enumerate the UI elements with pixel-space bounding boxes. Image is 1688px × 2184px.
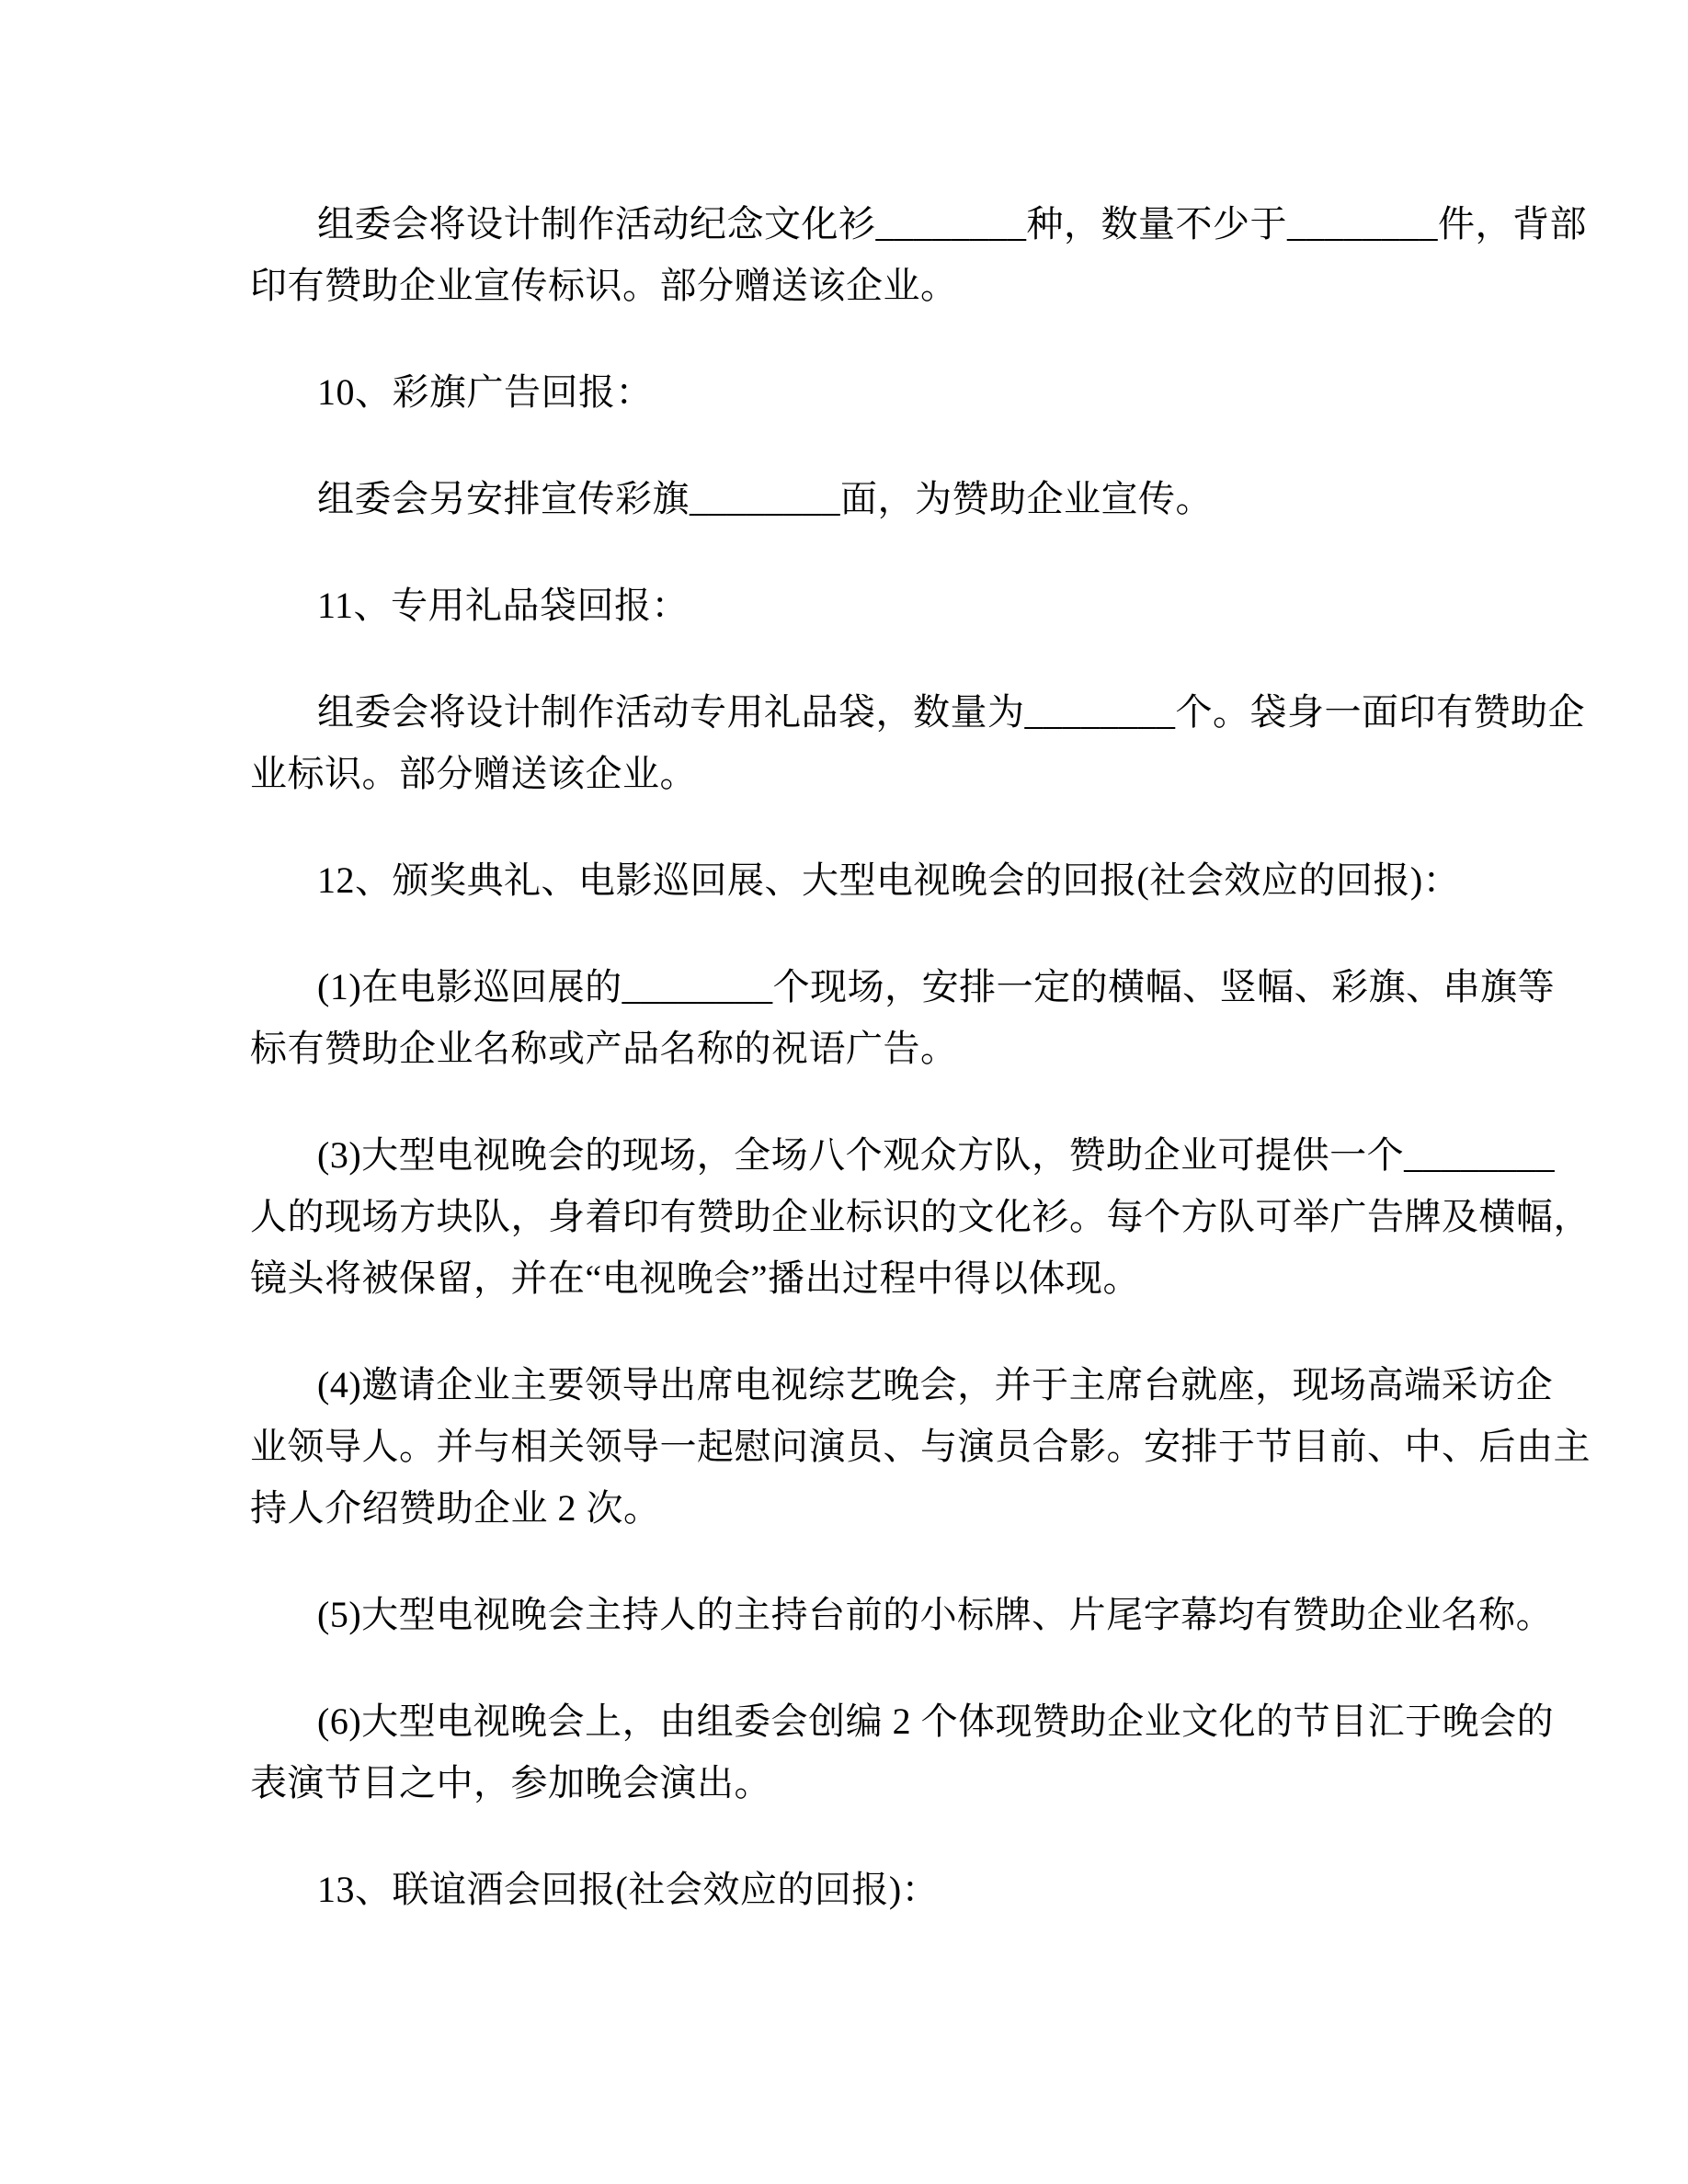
text-line: 印有赞助企业宣传标识。部分赠送该企业。 bbox=[250, 265, 958, 306]
paragraph-host-desk-plaque-credits bbox=[250, 1584, 1554, 1645]
text-line: (5)大型电视晚会主持人的主持台前的小标牌、片尾字幕均有赞助企业名称。 bbox=[317, 1594, 1554, 1635]
text-line: 镜头将被保留，并在“电视晚会”播出过程中得以体现。 bbox=[250, 1257, 1141, 1299]
text-line: (1)在电影巡回展的________个现场，安排一定的横幅、竖幅、彩旗、串旗等 bbox=[317, 966, 1556, 1007]
heading-item-11-gift-bag bbox=[250, 574, 1473, 636]
text-line: 组委会另安排宣传彩旗________面，为赞助企业宣传。 bbox=[317, 478, 1213, 519]
heading-line: 13、联谊酒会回报(社会效应的回报)： bbox=[317, 1869, 940, 1910]
paragraph-flag-banner-count bbox=[250, 468, 1473, 529]
heading-item-12-ceremony-returns bbox=[250, 849, 1473, 911]
heading-line: 11、专用礼品袋回报： bbox=[317, 585, 690, 626]
heading-line: 12、颁奖典礼、电影巡回展、大型电视晚会的回报(社会效应的回报)： bbox=[317, 859, 1461, 901]
text-line: 组委会将设计制作活动纪念文化衫________种，数量不少于________件，背部 bbox=[317, 203, 1587, 245]
text-line: 标有赞助企业名称或产品名称的祝语广告。 bbox=[250, 1028, 958, 1069]
heading-item-10-flag-ads bbox=[250, 361, 1473, 423]
text-line: (6)大型电视晚会上，由组委会创编 2 个体现赞助企业文化的节目汇于晚会的 bbox=[317, 1701, 1555, 1742]
paragraph-film-tour-sites bbox=[250, 956, 1556, 1079]
text-line: 表演节目之中，参加晚会演出。 bbox=[250, 1762, 771, 1803]
document-content bbox=[250, 193, 1591, 1920]
text-line: 业标识。部分赠送该企业。 bbox=[250, 753, 697, 794]
paragraph-tv-gala-audience-block bbox=[250, 1124, 1591, 1309]
paragraph-gift-bag-detail bbox=[250, 681, 1585, 804]
text-line: (4)邀请企业主要领导出席电视综艺晚会，并于主席台就座，现场高端采访企 bbox=[317, 1364, 1554, 1405]
text-line: 组委会将设计制作活动专用礼品袋，数量为________个。袋身一面印有赞助企 bbox=[317, 691, 1585, 733]
text-line: 人的现场方块队，身着印有赞助企业标识的文化衫。每个方队可举广告牌及横幅， bbox=[250, 1196, 1591, 1237]
paragraph-gala-custom-programs bbox=[250, 1690, 1555, 1814]
text-line: (3)大型电视晚会的现场，全场八个观众方队，赞助企业可提供一个________ bbox=[317, 1134, 1556, 1176]
heading-item-13-banquet-returns bbox=[250, 1859, 1473, 1920]
text-line: 业领导人。并与相关领导一起慰问演员、与演员合影。安排于节目前、中、后由主 bbox=[250, 1426, 1591, 1467]
text-line: 持人介绍赞助企业 2 次。 bbox=[250, 1487, 661, 1529]
heading-line: 10、彩旗广告回报： bbox=[317, 371, 653, 413]
paragraph-invite-enterprise-leaders bbox=[250, 1354, 1591, 1539]
paragraph-commemorative-shirt-reward bbox=[250, 193, 1587, 316]
